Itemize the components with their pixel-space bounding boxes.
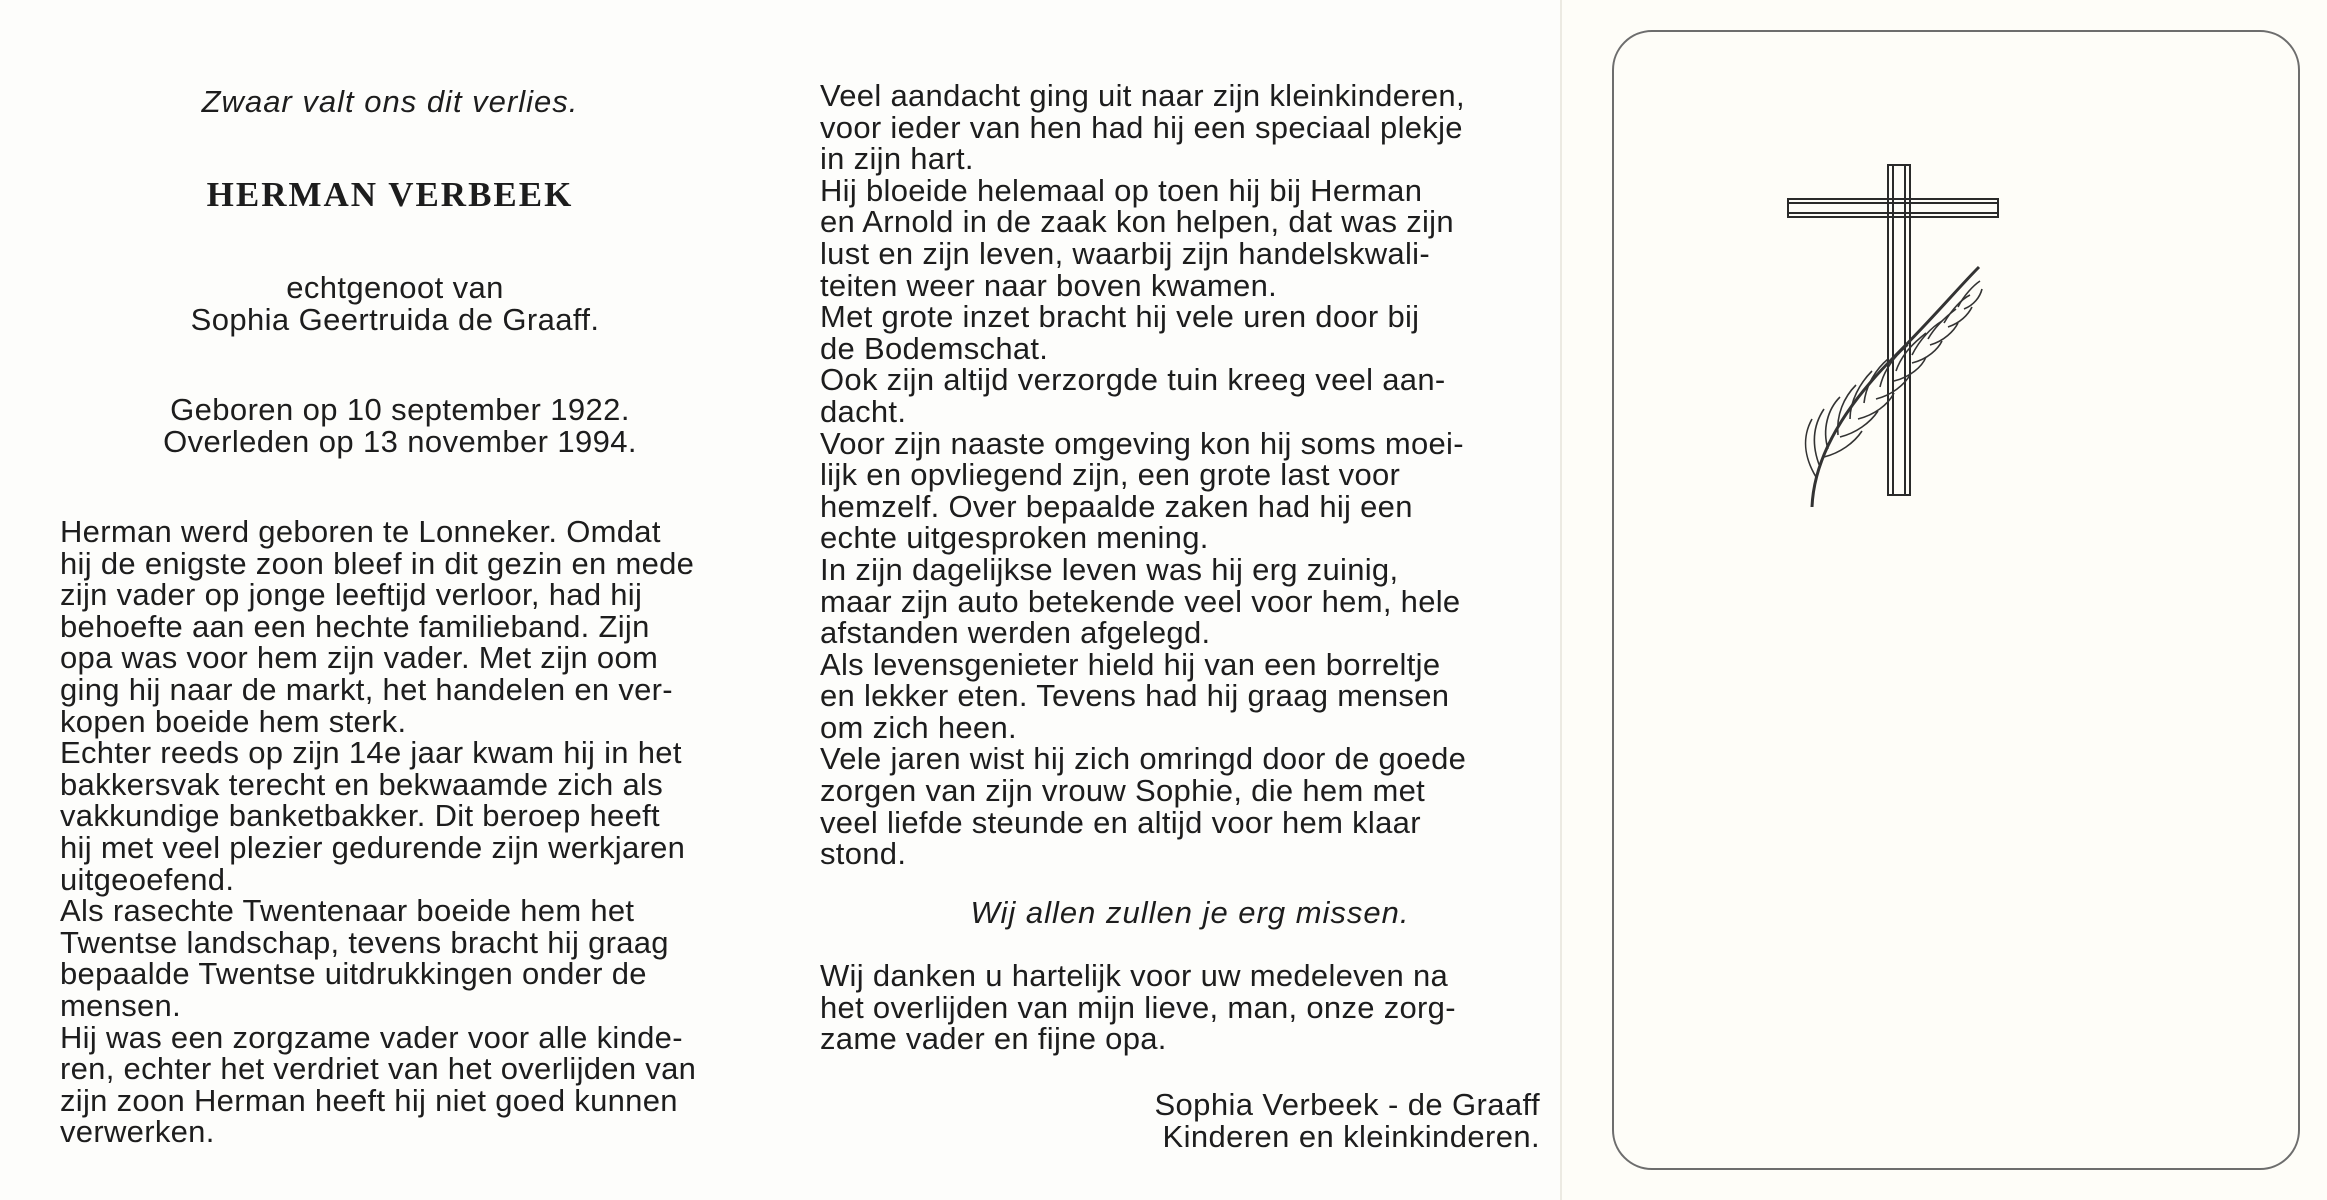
spouse-block — [0, 272, 790, 336]
dates-block — [0, 394, 800, 458]
spouse-intro: echtgenoot van — [286, 270, 504, 305]
left-panel — [0, 0, 780, 1200]
biography-part-2: Veel aandacht ging uit naar zijn kleinkinderen, voor ieder van hen had hij een speciaal plekje in zijn hart. Hij bloeide helemaal op toen hij bij Herman en Arnold in de zaak kon helpen, dat was zijn lust en zijn leven, waarbij zijn handelskwali- teiten weer naar boven kwamen. Met grote inzet bracht hij vele uren door bij de Bodemschat. Ook zijn altijd verzorgde tuin kreeg veel aan- dacht. Voor zijn naaste omgeving kon hij soms moei- lijk en opvliegend zijn, een grote last voor hemzelf. Over bepaalde zaken had hij een echte uitgesproken mening. In zijn dagelijkse leven was hij erg zuinig, maar zijn auto betekende veel voor hem, hele afstanden werden afgelegd. Als levensgenieter hield hij van een borreltje en lekker eten. Tevens had hij graag mensen om zich heen. Vele jaren wist hij zich omringd door de goede zorgen van zijn vrouw Sophie, die hem met veel liefde steunde en altijd voor hem klaar stond. — [820, 78, 1467, 872]
right-panel — [1562, 0, 2327, 1200]
signature-family: Kinderen en kleinkinderen. — [1162, 1119, 1540, 1154]
closing-quote: Wij allen zullen je erg missen. — [970, 895, 1410, 930]
card-frame — [1612, 30, 2300, 1170]
death-date: Overleden op 13 november 1994. — [163, 424, 637, 459]
middle-panel — [780, 0, 1562, 1200]
spouse-name: Sophia Geertruida de Graaff. — [190, 302, 600, 337]
signature-block — [1080, 1089, 1540, 1153]
birth-date: Geboren op 10 september 1922. — [170, 392, 630, 427]
opening-quote: Zwaar valt ons dit verlies. — [201, 84, 579, 119]
thanks-text: Wij danken u hartelijk voor uw medeleven na het overlijden van mijn lieve, man, onze zorg- zame vader en fijne opa. — [820, 958, 1456, 1057]
cross-with-palm-branch-icon — [1784, 157, 2014, 517]
signature-name: Sophia Verbeek - de Graaff — [1154, 1087, 1540, 1122]
biography-part-1: Herman werd geboren te Lonneker. Omdat hij de enigste zoon bleef in dit gezin en mede zijn vader op jonge leeftijd verloor, had hij behoefte aan een hechte familieband. Zijn opa was voor hem zijn vader. Met zijn oom ging hij naar de markt, het handelen en ver- kopen boeide hem sterk. Echter reeds op zijn 14e jaar kwam hij in het bakkersvak terecht en bekwaamde zich als vakkundige banketbakker. Dit beroep heeft hij met veel plezier gedurende zijn werkjaren uitgeoefend. Als rasechte Twentenaar boeide hem het Twentse landschap, tevens bracht hij graag bepaalde Twentse uitdrukkingen onder de mensen. Hij was een zorgzame vader voor alle kinde- ren, echter het verdriet van het overlijden van zijn zoon Herman heeft hij niet goed kunnen verwerken. — [60, 514, 697, 1150]
deceased-name: HERMAN VERBEEK — [206, 175, 574, 214]
